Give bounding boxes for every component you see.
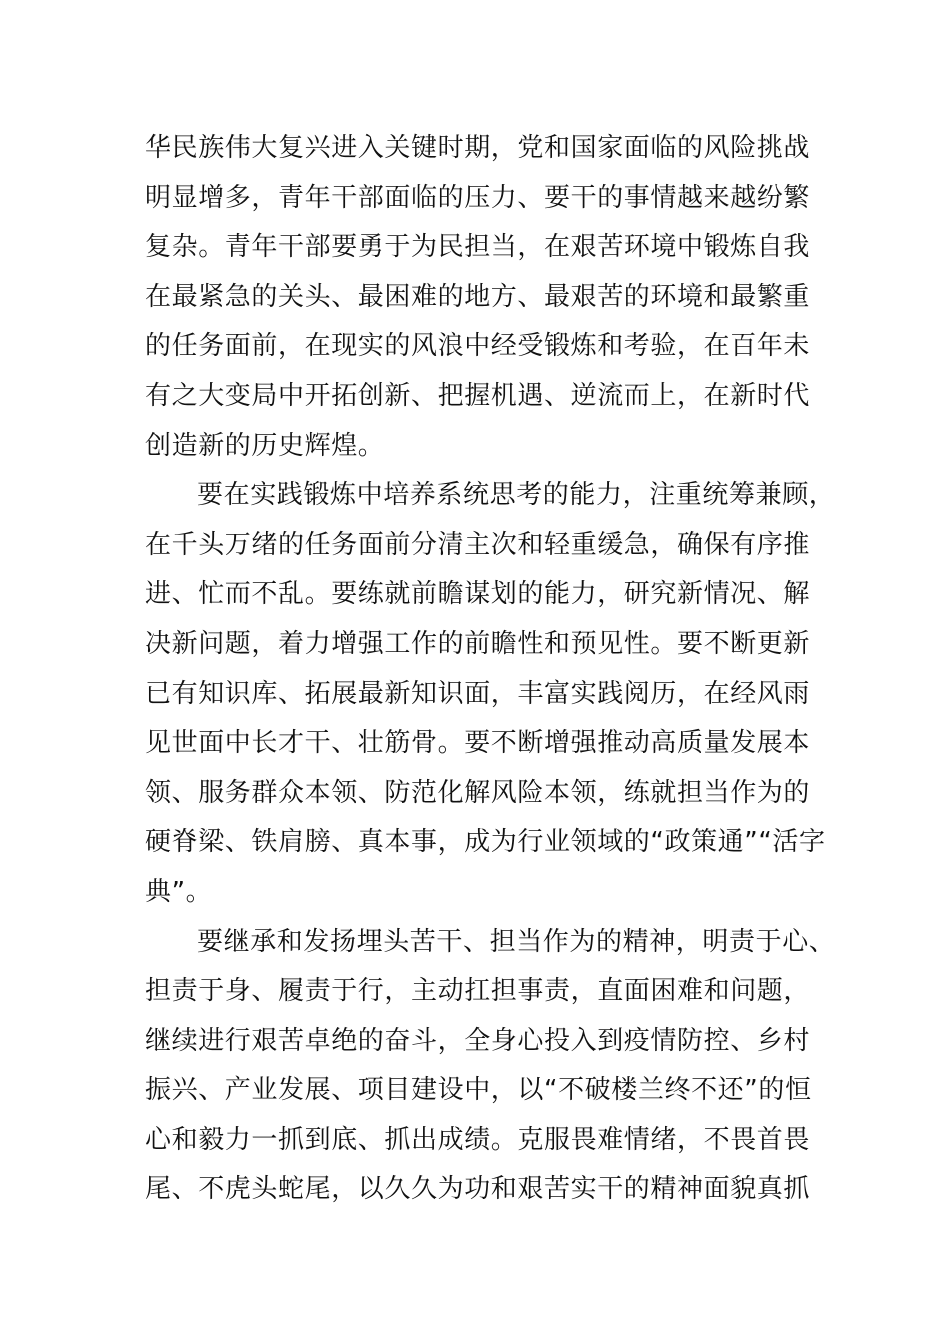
text-line: 继续进行艰苦卓绝的奋斗，全身心投入到疫情防控、乡村 [145, 1025, 811, 1056]
text-line: 典”。 [145, 876, 213, 907]
text-line: 有之大变局中开拓创新、把握机遇、逆流而上，在新时代 [145, 380, 811, 411]
text-line: 振兴、产业发展、项目建设中，以“不破楼兰终不还”的恒 [145, 1075, 812, 1106]
text-line: 进、忙而不乱。要练就前瞻谋划的能力，研究新情况、解 [145, 579, 811, 610]
text-line: 在最紧急的关头、最困难的地方、最艰苦的环境和最繁重 [145, 281, 811, 312]
text-line: 创造新的历史辉煌。 [145, 430, 385, 461]
text-line: 硬脊梁、铁肩膀、真本事，成为行业领域的“政策通”“活字 [145, 827, 826, 858]
body-text [145, 124, 845, 1215]
text-line: 已有知识库、拓展最新知识面，丰富实践阅历，在经风雨 [145, 678, 811, 709]
text-line: 心和毅力一抓到底、抓出成绩。克服畏难情绪，不畏首畏 [145, 1124, 811, 1155]
text-line: 领、服务群众本领、防范化解风险本领，练就担当作为的 [145, 777, 811, 808]
text-line: 决新问题，着力增强工作的前瞻性和预见性。要不断更新 [145, 628, 811, 659]
paragraph-start-line: 要继承和发扬埋头苦干、担当作为的精神，明责于心、 [197, 926, 836, 957]
text-line: 的任务面前，在现实的风浪中经受锻炼和考验，在百年未 [145, 331, 811, 362]
text-line: 在千头万绪的任务面前分清主次和轻重缓急，确保有序推 [145, 529, 811, 560]
text-line: 华民族伟大复兴进入关键时期，党和国家面临的风险挑战 [145, 133, 811, 163]
paragraph-start-line: 要在实践锻炼中培养系统思考的能力，注重统筹兼顾， [197, 480, 836, 511]
text-line: 复杂。青年干部要勇于为民担当，在艰苦环境中锻炼自我 [145, 232, 811, 263]
text-line: 明显增多，青年干部面临的压力、要干的事情越来越纷繁 [145, 182, 811, 213]
text-line: 尾、不虎头蛇尾，以久久为功和艰苦实干的精神面貌真抓 [145, 1174, 811, 1205]
text-line: 见世面中长才干、壮筋骨。要不断增强推动高质量发展本 [145, 728, 811, 759]
text-line: 担责于身、履责于行，主动扛担事责，直面困难和问题， [145, 976, 811, 1007]
